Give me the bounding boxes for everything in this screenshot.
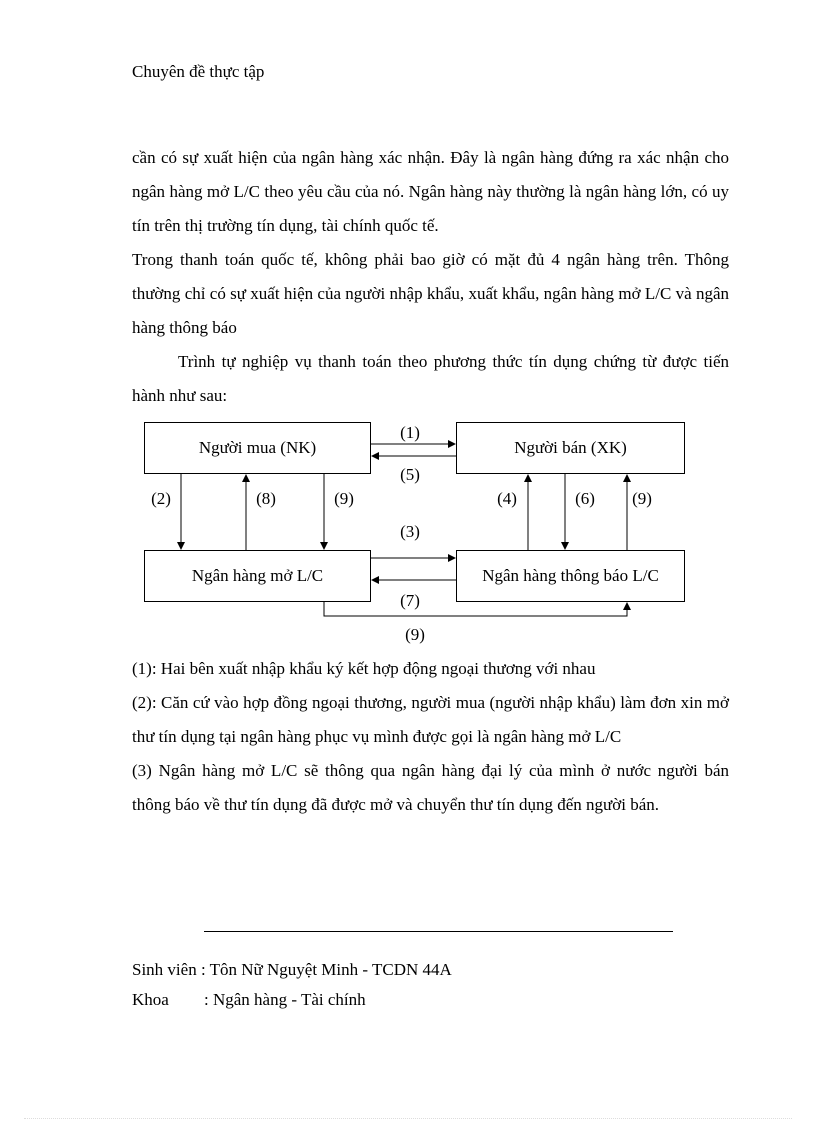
student-label: Sinh viên [132,960,197,979]
steps-list [132,652,729,822]
box-buyer: Người mua (NK) [144,422,371,474]
faculty-label: Khoa [132,990,169,1009]
paragraph-confirming-bank: cần có sự xuất hiện của ngân hàng xác nhận. Đây là ngân hàng đứng ra xác nhận cho ngân hàng mở L/C theo yêu cầu của nó. Ngân hàng này thường là ngân hàng lớn, có uy tín trên thị trường tín dụng, tài chính quốc tế. [132,148,729,235]
paragraph-four-banks: Trong thanh toán quốc tế, không phải bao giờ có mặt đủ 4 ngân hàng trên. Thông thường chỉ có sự xuất hiện của người nhập khẩu, xuất khẩu, ngân hàng mở L/C và ngân hàng thông báo [132,250,729,337]
label-5: (5) [400,465,420,484]
page-header: Chuyên đề thực tập [132,62,265,81]
footer-student [132,958,452,982]
step-3: (3) Ngân hàng mở L/C sẽ thông qua ngân hàng đại lý của mình ở nước người bán thông báo về thư tín dụng đã được mở và chuyển thư tín dụng đến người bán. [132,761,729,814]
faculty-value: : Ngân hàng - Tài chính [204,990,366,1009]
box-seller: Người bán (XK) [456,422,685,474]
footer-divider [204,931,673,932]
box-issuing-bank: Ngân hàng mở L/C [144,550,371,602]
label-4: (4) [497,489,517,508]
arrow-9c [324,602,627,616]
step-1: (1): Hai bên xuất nhập khẩu ký kết hợp động ngoại thương với nhau [132,659,596,678]
page-bottom-border [24,1118,792,1119]
footer-faculty [132,988,366,1012]
paragraph-procedure-intro: Trình tự nghiệp vụ thanh toán theo phương thức tín dụng chứng từ được tiến hành như sau: [132,352,729,405]
label-1: (1) [400,423,420,442]
label-7: (7) [400,591,420,610]
label-6: (6) [575,489,595,508]
student-value: : Tôn Nữ Nguyệt Minh - TCDN 44A [200,960,452,979]
label-9a: (9) [334,489,354,508]
label-3: (3) [400,522,420,541]
label-9c: (9) [405,625,425,644]
label-8: (8) [256,489,276,508]
label-2: (2) [151,489,171,508]
box-advising-bank: Ngân hàng thông báo L/C [456,550,685,602]
step-2: (2): Căn cứ vào hợp đồng ngoại thương, người mua (người nhập khẩu) làm đơn xin mở thư tín dụng tại ngân hàng phục vụ mình được gọi là ngân hàng mở L/C [132,693,729,746]
label-9b: (9) [632,489,652,508]
